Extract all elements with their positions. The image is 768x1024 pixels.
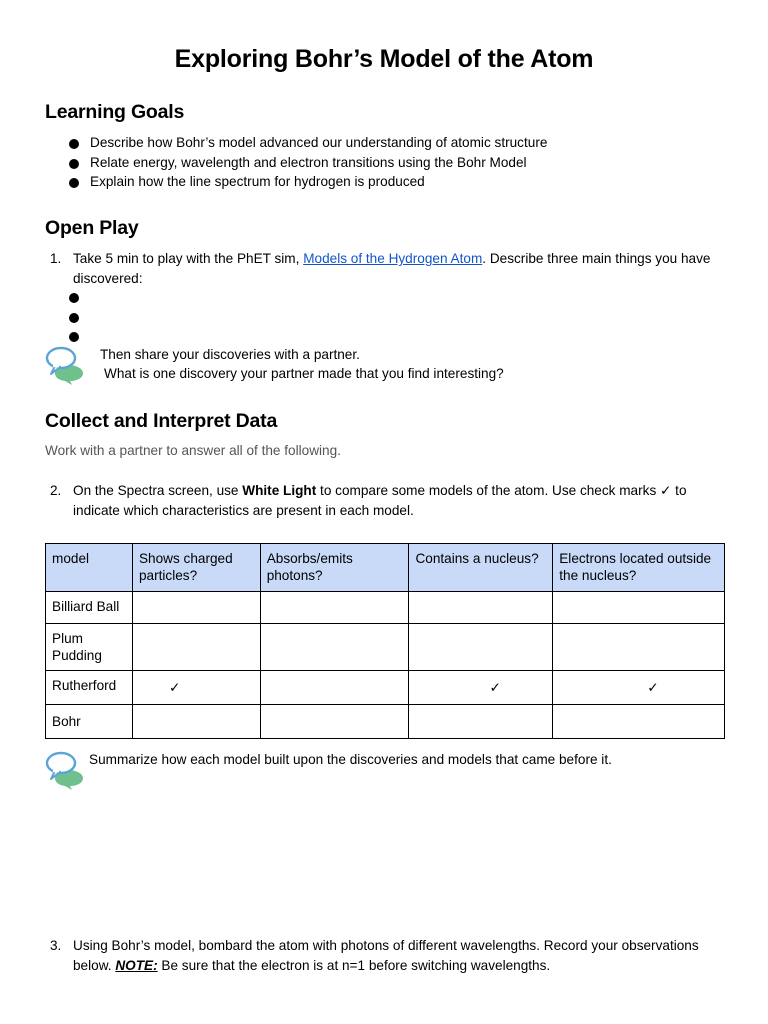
table-row <box>46 624 725 671</box>
question-number: 2. <box>50 483 62 498</box>
bullet-icon <box>69 159 79 169</box>
check-mark-cell[interactable]: ✓ <box>553 671 725 705</box>
bullet-icon <box>69 178 79 188</box>
question-number: 3. <box>50 938 62 953</box>
table-row <box>46 671 725 705</box>
bullet-icon <box>69 313 79 323</box>
collect-subtitle: Work with a partner to answer all of the following. <box>45 443 341 458</box>
table-cell[interactable] <box>260 592 409 624</box>
q2-text-start: On the Spectra screen, use <box>73 483 243 498</box>
bullet-icon <box>69 332 79 342</box>
table-row <box>46 705 725 739</box>
goal-text: Relate energy, wavelength and electron transitions using the Bohr Model <box>90 154 527 170</box>
q1-text-end: . Describe three main things you have discovered: <box>73 251 711 286</box>
table-row <box>46 592 725 624</box>
table-cell[interactable] <box>260 624 409 671</box>
table-cell[interactable] <box>409 592 553 624</box>
q1-text-start: Take 5 min to play with the PhET sim, <box>73 251 304 266</box>
model-comparison-table <box>45 543 725 739</box>
table-cell[interactable] <box>553 624 725 671</box>
table-cell[interactable] <box>409 705 553 739</box>
table-cell[interactable] <box>260 671 409 705</box>
model-name-cell: Plum Pudding <box>46 624 133 671</box>
note-label: NOTE: <box>115 957 158 973</box>
share-line-1: Then share your discoveries with a partner. <box>100 347 360 362</box>
bullet-icon <box>69 139 79 149</box>
model-name-cell: Billiard Ball <box>46 592 133 624</box>
q3-text-start: Using Bohr’s model, bombard the atom with photons of different wavelengths. Record your observations below. <box>73 938 699 973</box>
table-cell[interactable] <box>409 624 553 671</box>
goal-text: Explain how the line spectrum for hydrogen is produced <box>90 174 425 189</box>
table-cell[interactable] <box>260 705 409 739</box>
phet-sim-link[interactable]: Models of the Hydrogen Atom <box>303 251 483 266</box>
table-header: Shows charged particles? <box>132 544 260 592</box>
learning-goals-heading: Learning Goals <box>45 101 185 123</box>
share-line-2: What is one discovery your partner made that you find interesting? <box>104 366 504 381</box>
open-play-heading: Open Play <box>45 217 139 239</box>
table-header: Electrons located outside the nucleus? <box>553 544 725 592</box>
summarize-prompt: Summarize how each model built upon the discoveries and models that came before it. <box>89 752 612 767</box>
check-mark-cell[interactable]: ✓ <box>132 671 260 705</box>
question-2-text <box>73 481 713 520</box>
table-header: model <box>46 544 133 592</box>
table-cell[interactable] <box>553 705 725 739</box>
page-title: Exploring Bohr’s Model of the Atom <box>174 45 594 73</box>
q2-text-end: to compare some models of the atom. Use check marks ✓ to indicate which characteristics are present in each model. <box>73 483 687 518</box>
collect-data-heading: Collect and Interpret Data <box>45 410 278 432</box>
question-number: 1. <box>50 251 62 266</box>
list-item <box>66 172 547 192</box>
q3-text-end: Be sure that the electron is at n=1 before switching wavelengths. <box>157 957 551 973</box>
check-mark-cell[interactable]: ✓ <box>409 671 553 705</box>
table-cell[interactable] <box>553 592 725 624</box>
model-name-cell: Rutherford <box>46 671 133 705</box>
white-light-label: White Light <box>242 483 317 498</box>
model-name-cell: Bohr <box>46 705 133 739</box>
goal-text: Describe how Bohr’s model advanced our understanding of atomic structure <box>90 135 548 150</box>
table-cell[interactable] <box>132 624 260 671</box>
table-cell[interactable] <box>132 705 260 739</box>
list-item <box>66 153 547 173</box>
table-cell[interactable] <box>132 592 260 624</box>
table-header-row <box>46 544 725 592</box>
bullet-icon <box>69 293 79 303</box>
chat-bubbles-icon <box>45 749 87 791</box>
table-header: Contains a nucleus? <box>409 544 553 592</box>
learning-goals-list <box>66 133 547 192</box>
table-header: Absorbs/emits photons? <box>260 544 409 592</box>
question-3-text <box>73 936 723 975</box>
chat-bubbles-icon <box>45 344 87 386</box>
question-1-text <box>73 249 733 288</box>
list-item <box>66 133 547 153</box>
